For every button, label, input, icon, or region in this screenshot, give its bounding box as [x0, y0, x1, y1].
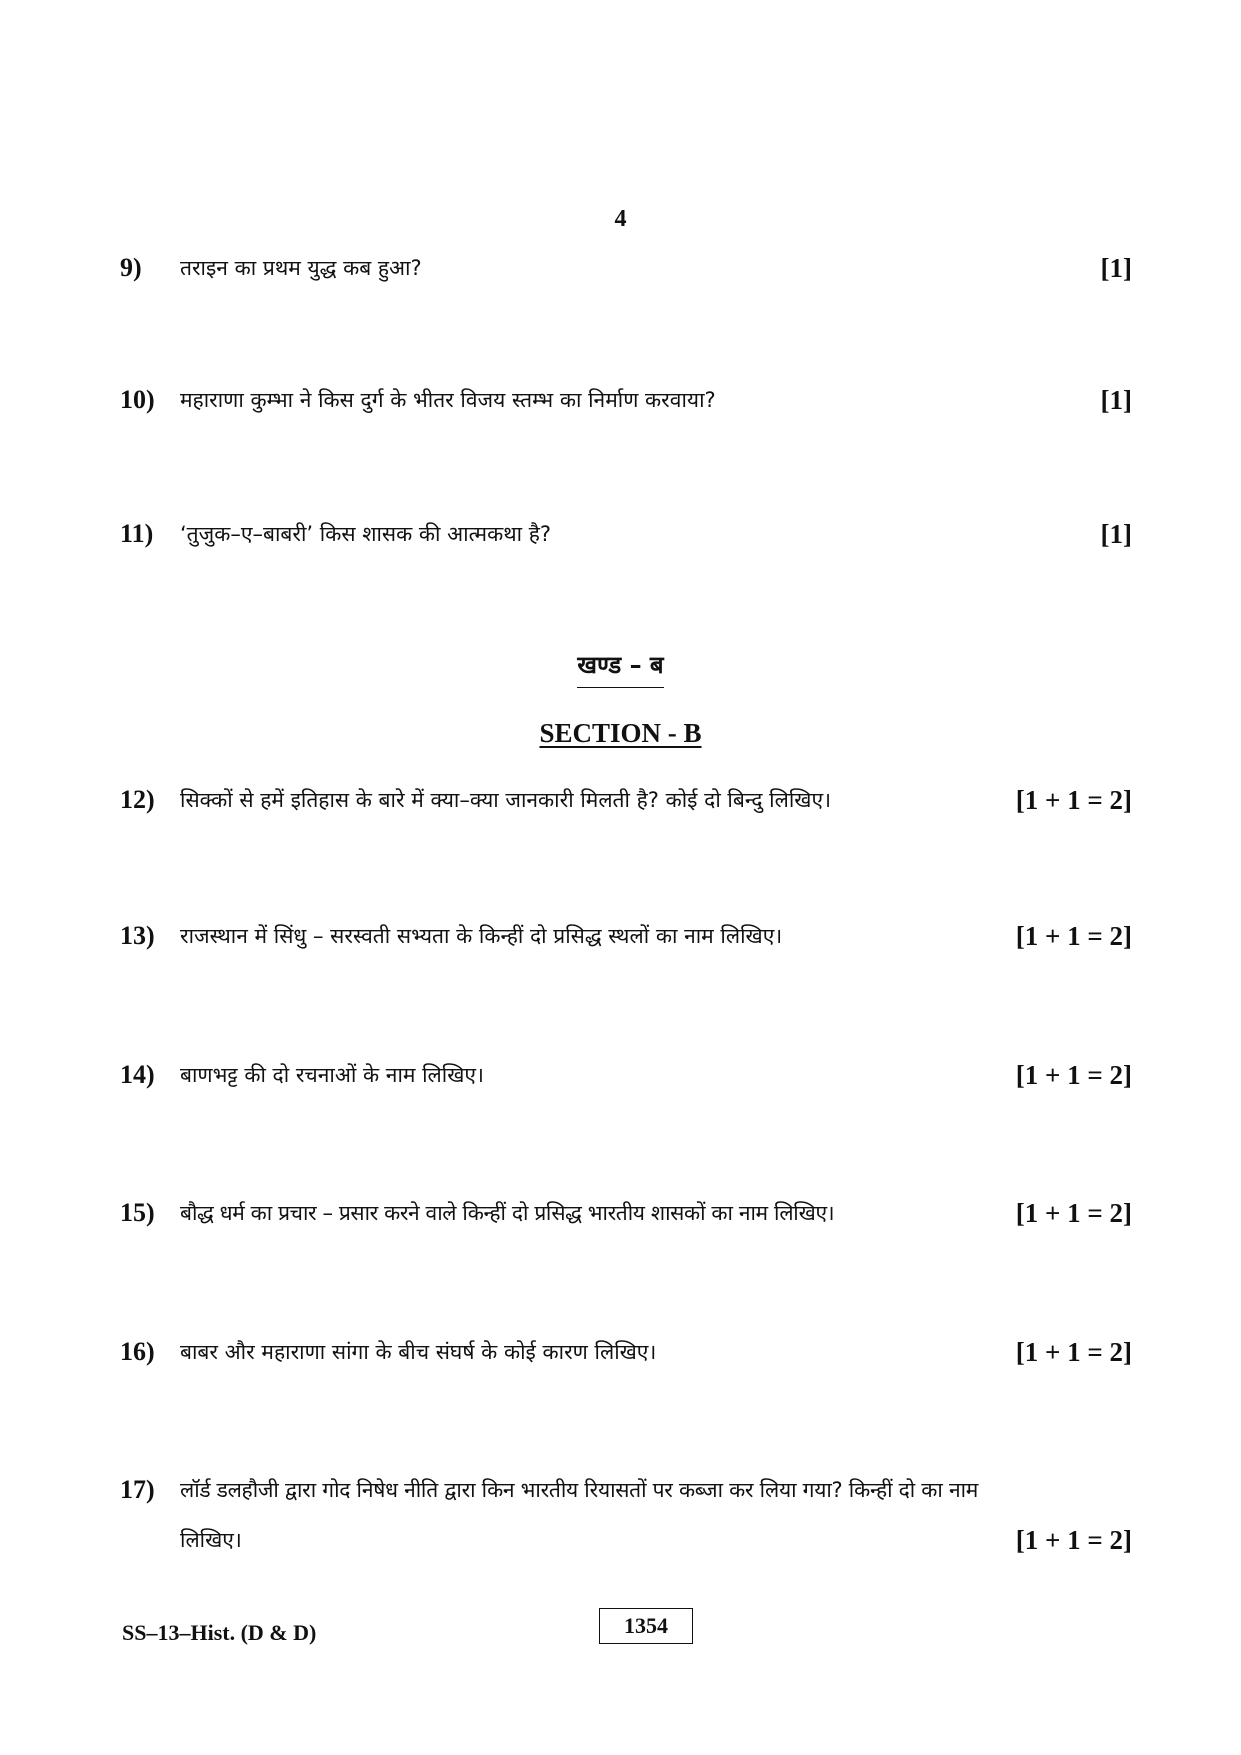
section-title-hindi	[0, 648, 1241, 688]
question-number: 15)	[120, 1198, 155, 1227]
question-text: बाबर और महाराणा सांगा के बीच संघर्ष के कोई कारण लिखिए।	[180, 1340, 657, 1364]
question-11	[120, 514, 1132, 554]
question-marks: [1 + 1 = 2]	[1015, 785, 1132, 815]
question-number: 16)	[120, 1337, 155, 1366]
question-text: महाराणा कुम्भा ने किस दुर्ग के भीतर विजय स्तम्भ का निर्माण करवाया?	[180, 388, 716, 412]
question-number: 10)	[120, 385, 155, 414]
question-9	[120, 248, 1132, 288]
question-number: 13)	[120, 921, 155, 950]
question-marks: [1]	[1100, 385, 1132, 415]
question-text: सिक्कों से हमें इतिहास के बारे में क्या–क्या जानकारी मिलती है? कोई दो बिन्दु लिखिए।	[180, 788, 832, 812]
section-title-english-text: SECTION - B	[539, 718, 702, 748]
question-text: बौद्ध धर्म का प्रचार – प्रसार करने वाले किन्हीं दो प्रसिद्ध भारतीय शासकों का नाम लिखिए।	[180, 1201, 835, 1225]
question-number: 12)	[120, 785, 155, 814]
question-number: 11)	[120, 519, 154, 548]
question-number: 9)	[120, 253, 142, 282]
paper-code: SS–13–Hist. (D & D)	[122, 1620, 317, 1645]
question-marks: [1]	[1100, 253, 1132, 283]
question-marks: [1]	[1100, 519, 1132, 549]
question-text: ‘तुजुक–ए–बाबरी’ किस शासक की आत्मकथा है?	[180, 522, 552, 546]
question-15	[120, 1193, 1132, 1233]
question-text: राजस्थान में सिंधु – सरस्वती सभ्यता के किन्हीं दो प्रसिद्ध स्थलों का नाम लिखिए।	[180, 924, 783, 948]
question-marks: [1 + 1 = 2]	[1015, 1525, 1132, 1555]
page-number: 4	[614, 206, 627, 232]
question-marks: [1 + 1 = 2]	[1015, 1337, 1132, 1367]
section-title-hindi-text: खण्ड – ब	[577, 648, 663, 688]
page-code-box: 1354	[599, 1608, 693, 1644]
question-text: लॉर्ड डलहौजी द्वारा गोद निषेध नीति द्वारा किन भारतीय रियासतों पर कब्जा कर लिया गया? किन्हीं दो का नाम	[180, 1478, 979, 1502]
question-number: 14)	[120, 1060, 155, 1089]
question-text: तराइन का प्रथम युद्ध कब हुआ?	[180, 256, 422, 280]
question-17	[120, 1470, 1132, 1565]
question-number: 17)	[120, 1475, 155, 1504]
question-16	[120, 1332, 1132, 1372]
question-text-continuation: लिखिए।	[180, 1528, 242, 1552]
question-marks: [1 + 1 = 2]	[1015, 921, 1132, 951]
question-12	[120, 780, 1132, 820]
question-13	[120, 916, 1132, 956]
question-text: बाणभट्ट की दो रचनाओं के नाम लिखिए।	[180, 1063, 484, 1087]
question-marks: [1 + 1 = 2]	[1015, 1198, 1132, 1228]
section-title-english	[0, 718, 1241, 749]
question-14	[120, 1055, 1132, 1095]
question-10	[120, 380, 1132, 420]
question-marks: [1 + 1 = 2]	[1015, 1060, 1132, 1090]
